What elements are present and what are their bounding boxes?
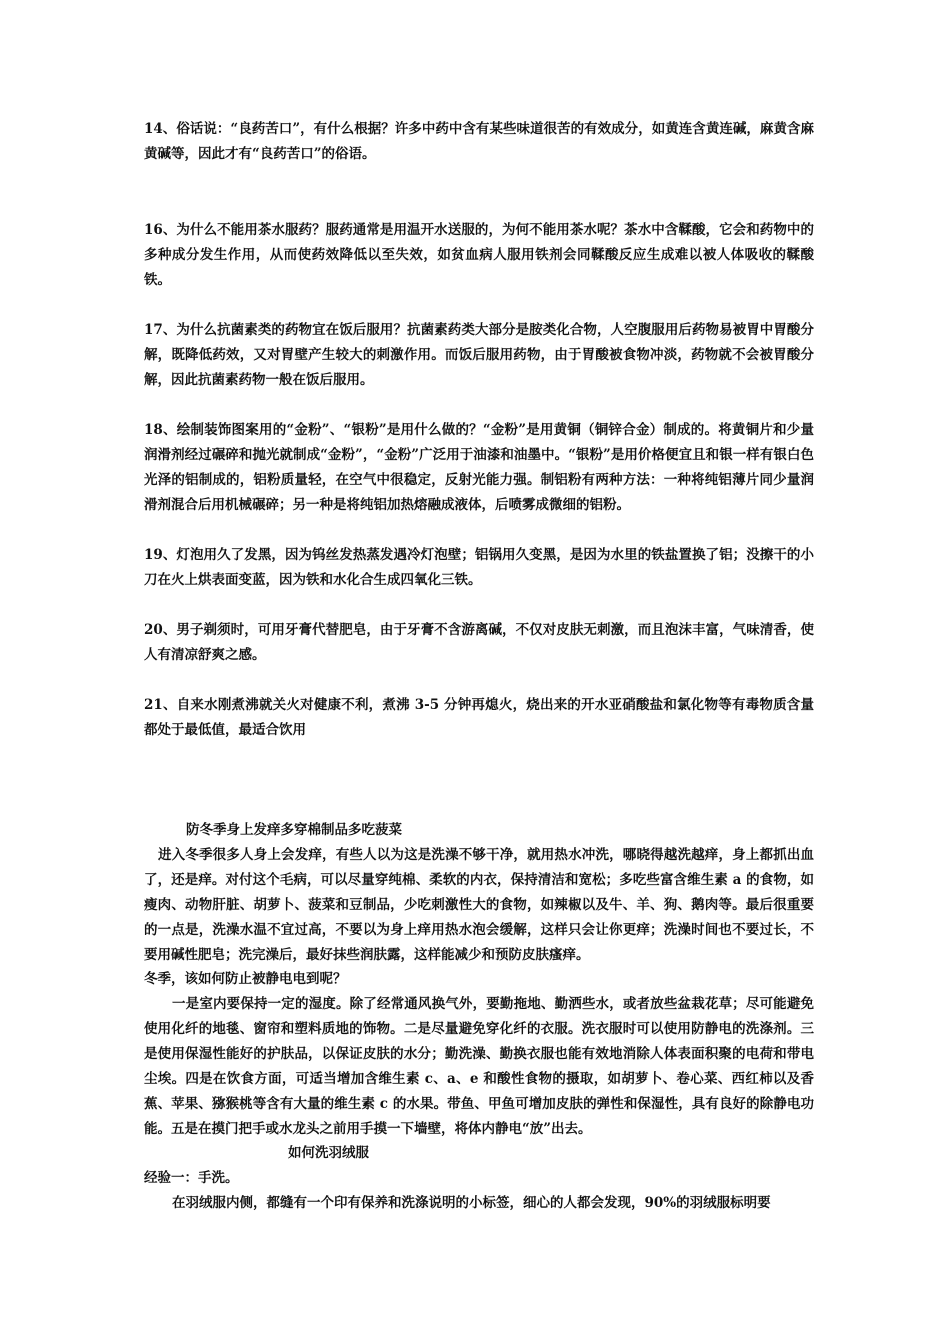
qa-20: 20、男子剃须时，可用牙膏代替肥皂，由于牙膏不含游离碱，不仅对皮肤无刺激，而且泡沫丰富，气味清香，使人有清凉舒爽之感。 (144, 622, 814, 663)
qa-17: 17、为什么抗菌素类的药物宜在饭后服用？抗菌素药类大部分是胺类化合物，人空腹服用后药物易被胃中胃酸分解，既降低药效，又对胃壁产生较大的刺激作用。而饭后服用药物，由于胃酸被食物冲淡，药物就不会被胃酸分解，因此抗菌素药物一般在饭后服用。 (144, 322, 814, 388)
qa-21: 21、自来水刚煮沸就关火对健康不利，煮沸 3-5 分钟再熄火，烧出来的开水亚硝酸盐和氯化物等有毒物质含量都处于最低值，最适合饮用 (144, 697, 814, 738)
down-jacket-step: 经验一：手洗。 (144, 1170, 239, 1186)
qa-16: 16、为什么不能用茶水服药？服药通常是用温开水送服的，为何不能用茶水呢？茶水中含鞣酸，它会和药物中的多种成分发生作用，从而使药效降低以至失效，如贫血病人服用铁剂会同鞣酸反应生成难以被人体吸收的鞣酸铁。 (144, 222, 814, 288)
down-jacket-title: 如何洗羽绒服 (288, 1145, 369, 1161)
qa-19: 19、灯泡用久了发黑，因为钨丝发热蒸发遇冷灯泡壁；铝锅用久变黑，是因为水里的铁盐置换了铝；没擦干的小刀在火上烘表面变蓝，因为铁和水化合生成四氧化三铁。 (144, 547, 814, 588)
qa-18: 18、绘制装饰图案用的“金粉”、“银粉”是用什么做的？“金粉”是用黄铜（铜锌合金）制成的。将黄铜片和少量润滑剂经过碾碎和抛光就制成“金粉”，“金粉”广泛用于油漆和油墨中。“银粉”是用价格便宜且和银一样有银白色光泽的铝制成的，铝粉质量轻，在空气中很稳定，反射光能力强。制铝粉有两种方法：一种将纯铝薄片同少量润滑剂混合后用机械碾碎；另一种是将纯铝加热熔融成液体，后喷雾成微细的铝粉。 (144, 422, 814, 513)
down-jacket-body: 在羽绒服内侧，都缝有一个印有保养和洗涤说明的小标签，细心的人都会发现，90%的羽绒服标明要 (172, 1195, 771, 1211)
winter-itch-title: 防冬季身上发痒多穿棉制品多吃菠菜 (186, 822, 402, 838)
winter-itch-body: 进入冬季很多人身上会发痒，有些人以为这是洗澡不够干净，就用热水冲洗，哪晓得越洗越痒，身上都抓出血了，还是痒。对付这个毛病，可以尽量穿纯棉、柔软的内衣，保持清洁和宽松；多吃些富含维生素 a 的食物，如瘦肉、动物肝脏、胡萝卜、菠菜和豆制品，少吃刺激性大的食物，如辣椒以及牛、羊、狗、鹅肉等。最后很重要的一点是，洗澡水温不宜过高，不要以为身上痒用热水泡会缓解，这样只会让你更痒；洗澡时间也不要过长，不要用碱性肥皂；洗完澡后，最好抹些润肤露，这样能减少和预防皮肤瘙痒。 (144, 847, 814, 963)
qa-14: 14、俗话说：“良药苦口”，有什么根据？许多中药中含有某些味道很苦的有效成分，如黄连含黄连碱，麻黄含麻黄碱等，因此才有“良药苦口”的俗语。 (144, 121, 814, 162)
static-question: 冬季，该如何防止被静电电到呢？ (144, 971, 347, 987)
static-body: 一是室内要保持一定的湿度。除了经常通风换气外，要勤拖地、勤洒些水，或者放些盆栽花草；尽可能避免使用化纤的地毯、窗帘和塑料质地的饰物。二是尽量避免穿化纤的衣服。洗衣服时可以使用防静电的洗涤剂。三是使用保湿性能好的护肤品，以保证皮肤的水分；勤洗澡、勤换衣服也能有效地消除人体表面积聚的电荷和带电尘埃。四是在饮食方面，可适当增加含维生素 c、a、e 和酸性食物的摄取，如胡萝卜、卷心菜、西红柿以及香蕉、苹果、猕猴桃等含有大量的维生素 c 的水果。带鱼、甲鱼可增加皮肤的弹性和保湿性，具有良好的除静电功能。五是在摸门把手或水龙头之前用手摸一下墙壁，将体内静电“放”出去。 (144, 996, 814, 1137)
